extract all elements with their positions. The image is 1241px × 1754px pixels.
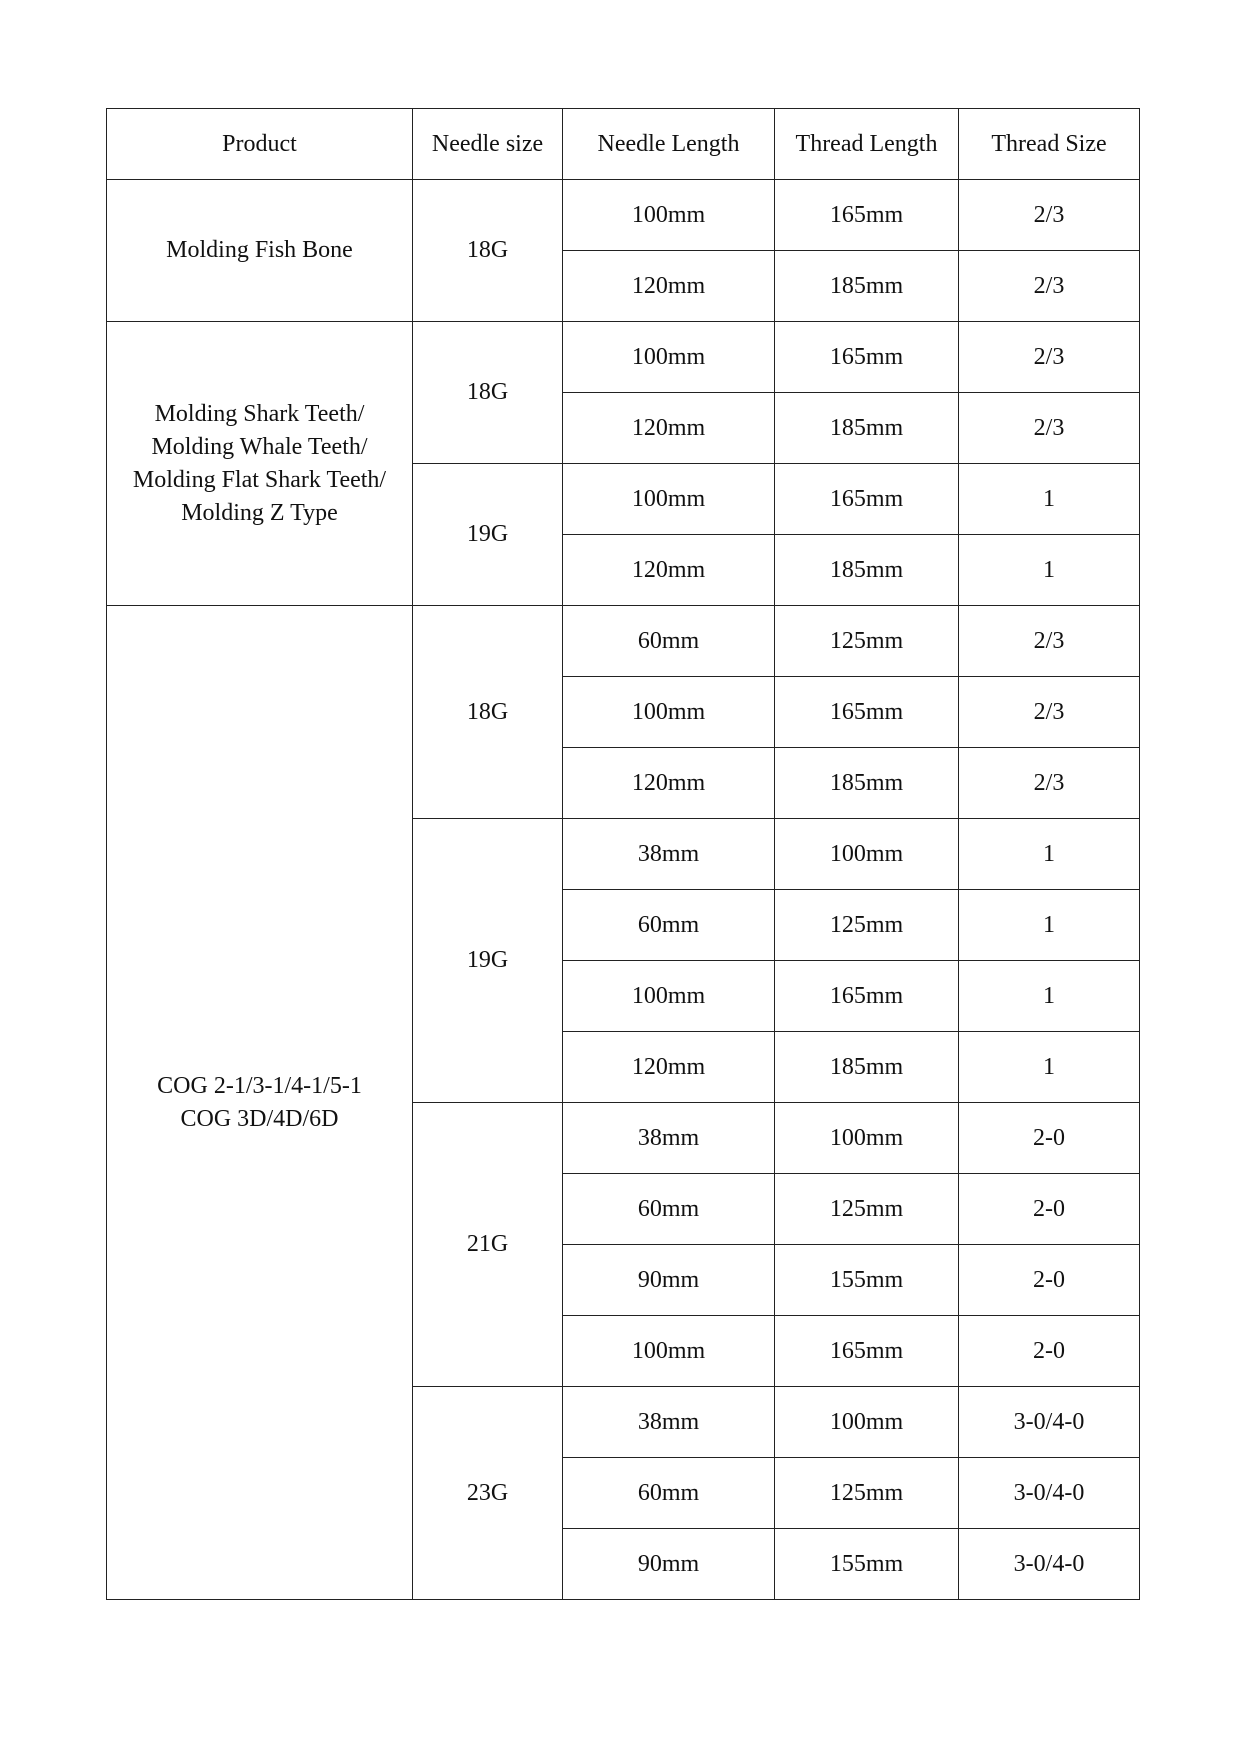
thread-size-cell: 1 xyxy=(959,819,1140,890)
thread-size-cell: 2/3 xyxy=(959,748,1140,819)
product-spec-table xyxy=(106,108,1140,1600)
table-body xyxy=(107,180,1140,1600)
needle-length-cell: 100mm xyxy=(563,464,775,535)
thread-length-cell: 185mm xyxy=(775,393,959,464)
thread-length-cell: 165mm xyxy=(775,677,959,748)
thread-size-cell: 2-0 xyxy=(959,1316,1140,1387)
thread-size-cell: 2-0 xyxy=(959,1103,1140,1174)
table-row xyxy=(107,322,1140,393)
header-thread-size: Thread Size xyxy=(959,109,1140,180)
thread-length-cell: 165mm xyxy=(775,961,959,1032)
product-name-line: Molding Z Type xyxy=(181,499,338,526)
needle-length-cell: 60mm xyxy=(563,1458,775,1529)
thread-size-cell: 2/3 xyxy=(959,393,1140,464)
header-row xyxy=(107,109,1140,180)
needle-length-cell: 120mm xyxy=(563,535,775,606)
thread-length-cell: 125mm xyxy=(775,1458,959,1529)
thread-size-cell: 1 xyxy=(959,464,1140,535)
header-needle-size: Needle size xyxy=(413,109,563,180)
needle-length-cell: 38mm xyxy=(563,819,775,890)
product-cell xyxy=(107,322,413,606)
thread-length-cell: 185mm xyxy=(775,251,959,322)
thread-size-cell: 2/3 xyxy=(959,251,1140,322)
thread-length-cell: 100mm xyxy=(775,1103,959,1174)
product-name-line: Molding Shark Teeth/ xyxy=(154,400,365,427)
thread-length-cell: 165mm xyxy=(775,180,959,251)
needle-length-cell: 100mm xyxy=(563,677,775,748)
thread-length-cell: 100mm xyxy=(775,1387,959,1458)
needle-size-cell: 23G xyxy=(413,1387,563,1600)
needle-length-cell: 120mm xyxy=(563,251,775,322)
needle-size-cell: 18G xyxy=(413,322,563,464)
thread-size-cell: 2/3 xyxy=(959,677,1140,748)
header-product: Product xyxy=(107,109,413,180)
thread-size-cell: 2/3 xyxy=(959,322,1140,393)
needle-length-cell: 38mm xyxy=(563,1103,775,1174)
product-cell xyxy=(107,606,413,1600)
thread-size-cell: 1 xyxy=(959,535,1140,606)
table-row xyxy=(107,180,1140,251)
thread-length-cell: 165mm xyxy=(775,322,959,393)
thread-size-cell: 1 xyxy=(959,890,1140,961)
thread-length-cell: 185mm xyxy=(775,535,959,606)
table-row xyxy=(107,606,1140,677)
needle-size-cell: 19G xyxy=(413,819,563,1103)
thread-length-cell: 125mm xyxy=(775,890,959,961)
thread-size-cell: 3-0/4-0 xyxy=(959,1458,1140,1529)
thread-length-cell: 165mm xyxy=(775,464,959,535)
thread-size-cell: 3-0/4-0 xyxy=(959,1387,1140,1458)
product-name-line: Molding Flat Shark Teeth/ xyxy=(132,466,387,493)
thread-size-cell: 2-0 xyxy=(959,1245,1140,1316)
needle-length-cell: 120mm xyxy=(563,393,775,464)
needle-length-cell: 60mm xyxy=(563,1174,775,1245)
thread-length-cell: 155mm xyxy=(775,1245,959,1316)
needle-size-cell: 18G xyxy=(413,606,563,819)
needle-length-cell: 100mm xyxy=(563,961,775,1032)
product-name-line: Molding Whale Teeth/ xyxy=(151,433,368,460)
thread-length-cell: 185mm xyxy=(775,1032,959,1103)
thread-size-cell: 1 xyxy=(959,1032,1140,1103)
needle-length-cell: 60mm xyxy=(563,606,775,677)
thread-size-cell: 1 xyxy=(959,961,1140,1032)
needle-length-cell: 120mm xyxy=(563,1032,775,1103)
thread-length-cell: 125mm xyxy=(775,1174,959,1245)
needle-length-cell: 90mm xyxy=(563,1245,775,1316)
thread-length-cell: 100mm xyxy=(775,819,959,890)
thread-length-cell: 125mm xyxy=(775,606,959,677)
table-header xyxy=(107,109,1140,180)
needle-length-cell: 90mm xyxy=(563,1529,775,1600)
product-name-line: COG 3D/4D/6D xyxy=(180,1105,339,1132)
needle-length-cell: 120mm xyxy=(563,748,775,819)
needle-size-cell: 18G xyxy=(413,180,563,322)
header-needle-length: Needle Length xyxy=(563,109,775,180)
needle-length-cell: 60mm xyxy=(563,890,775,961)
thread-size-cell: 2-0 xyxy=(959,1174,1140,1245)
header-thread-length: Thread Length xyxy=(775,109,959,180)
thread-length-cell: 155mm xyxy=(775,1529,959,1600)
thread-length-cell: 165mm xyxy=(775,1316,959,1387)
product-name-line: COG 2-1/3-1/4-1/5-1 xyxy=(157,1072,362,1099)
thread-size-cell: 2/3 xyxy=(959,180,1140,251)
needle-length-cell: 100mm xyxy=(563,322,775,393)
needle-length-cell: 100mm xyxy=(563,1316,775,1387)
needle-length-cell: 100mm xyxy=(563,180,775,251)
thread-length-cell: 185mm xyxy=(775,748,959,819)
thread-size-cell: 3-0/4-0 xyxy=(959,1529,1140,1600)
product-name-line: Molding Fish Bone xyxy=(166,237,353,263)
needle-size-cell: 21G xyxy=(413,1103,563,1387)
product-cell xyxy=(107,180,413,322)
needle-length-cell: 38mm xyxy=(563,1387,775,1458)
needle-size-cell: 19G xyxy=(413,464,563,606)
thread-size-cell: 2/3 xyxy=(959,606,1140,677)
